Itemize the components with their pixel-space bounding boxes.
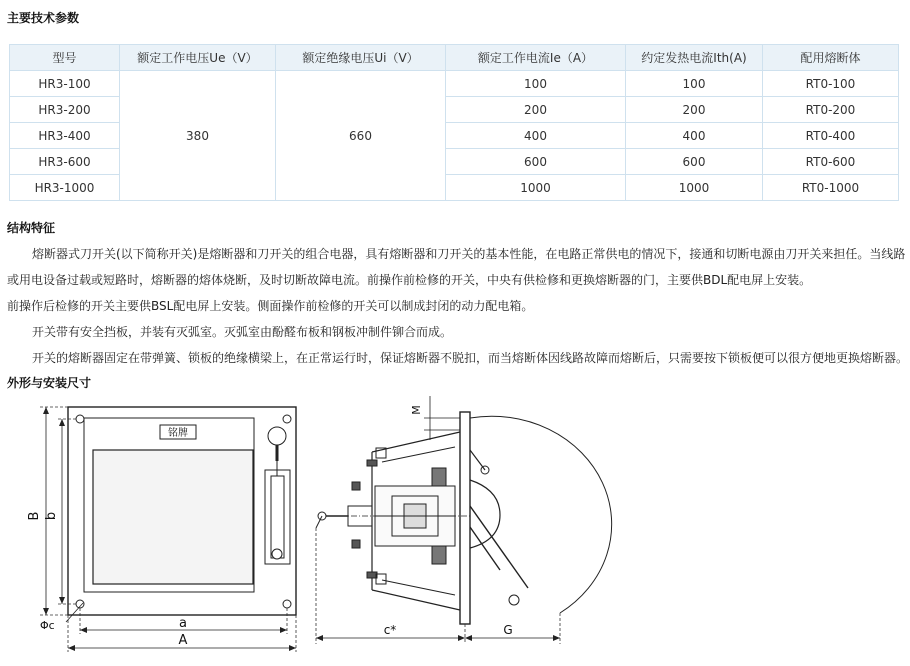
dim-label-G: G <box>503 623 513 637</box>
cell-ue: 380 <box>120 71 276 201</box>
cell-fuse: RT0-100 <box>763 71 899 97</box>
structure-paragraph: 开关的熔断器固定在带弹簧、锁板的绝缘横梁上，在正常运行时，保证熔断器不脱扣，而当熔断体因线路故障而熔断后，只需要按下锁板便可以很方便地更换熔断器。 <box>32 351 909 365</box>
section-title-structure: 结构特征 <box>7 221 56 235</box>
handle-pivot-icon <box>272 549 282 559</box>
window-area <box>93 450 253 584</box>
structure-paragraph-cont: 前操作后检修的开关主要供BSL配电屏上安装。侧面操作前检修的开关可以制成封闭的动力配电箱。 <box>7 299 534 313</box>
header-ui: 额定绝缘电压Ui（V） <box>276 45 446 71</box>
cell-fuse: RT0-600 <box>763 149 899 175</box>
cell-ith: 400 <box>626 123 763 149</box>
cell-ith: 1000 <box>626 175 763 201</box>
dim-label-M: M <box>410 405 423 415</box>
cell-model: HR3-200 <box>10 97 120 123</box>
cell-model: HR3-100 <box>10 71 120 97</box>
structure-paragraph: 熔断器式刀开关(以下简称开关)是熔断器和刀开关的组合电器，具有熔断器和刀开关的基本性能，在电路正常供电的情况下，接通和切断电源由刀开关来担任。当线路 <box>32 247 906 261</box>
dim-label-a: a <box>179 616 187 631</box>
header-ie: 额定工作电流Ie（A） <box>446 45 626 71</box>
mounting-plate <box>460 412 470 624</box>
handle-bar <box>271 476 284 558</box>
cell-model: HR3-400 <box>10 123 120 149</box>
cell-fuse: RT0-200 <box>763 97 899 123</box>
cell-ie: 1000 <box>446 175 626 201</box>
dim-label-phic: Φc <box>40 619 55 632</box>
door-swing-arc <box>470 416 612 613</box>
dim-label-A: A <box>178 633 188 648</box>
cover-dome <box>470 480 500 548</box>
cell-fuse: RT0-1000 <box>763 175 899 201</box>
header-ith: 约定发热电流Ith(A) <box>626 45 763 71</box>
header-fuse: 配用熔断体 <box>763 45 899 71</box>
cell-ith: 200 <box>626 97 763 123</box>
cell-ie: 200 <box>446 97 626 123</box>
dim-label-b: b <box>44 511 59 521</box>
cell-model: HR3-1000 <box>10 175 120 201</box>
dim-label-cstar: c* <box>383 623 397 637</box>
mount-hole-icon <box>283 415 291 423</box>
section-title-dimensions: 外形与安装尺寸 <box>7 376 92 390</box>
cell-ith: 600 <box>626 149 763 175</box>
cell-ie: 100 <box>446 71 626 97</box>
nameplate-label: 铭牌 <box>168 428 188 439</box>
cell-ie: 400 <box>446 123 626 149</box>
mount-hole-icon <box>76 415 84 423</box>
section-title-parameters: 主要技术参数 <box>7 11 80 25</box>
cell-model: HR3-600 <box>10 149 120 175</box>
cell-fuse: RT0-400 <box>763 123 899 149</box>
cell-ui: 660 <box>276 71 446 201</box>
dim-label-B: B <box>27 511 42 521</box>
mount-hole-icon <box>283 600 291 608</box>
handle-knob-icon <box>268 427 286 445</box>
cell-ith: 100 <box>626 71 763 97</box>
handle-ball-icon <box>509 595 519 605</box>
header-model: 型号 <box>10 45 120 71</box>
structure-paragraph: 开关带有安全挡板，并装有灭弧室。灭弧室由酚醛布板和钢板冲制件铆合而成。 <box>32 325 453 339</box>
cell-ie: 600 <box>446 149 626 175</box>
header-ue: 额定工作电压Ue（V） <box>120 45 276 71</box>
structure-paragraph-cont: 或用电设备过载或短路时，熔断器的熔体烧断，及时切断故障电流。前操作前检修的开关，中央有供检修和更换熔断器的门，主要供BDL配电屏上安装。 <box>7 273 812 287</box>
